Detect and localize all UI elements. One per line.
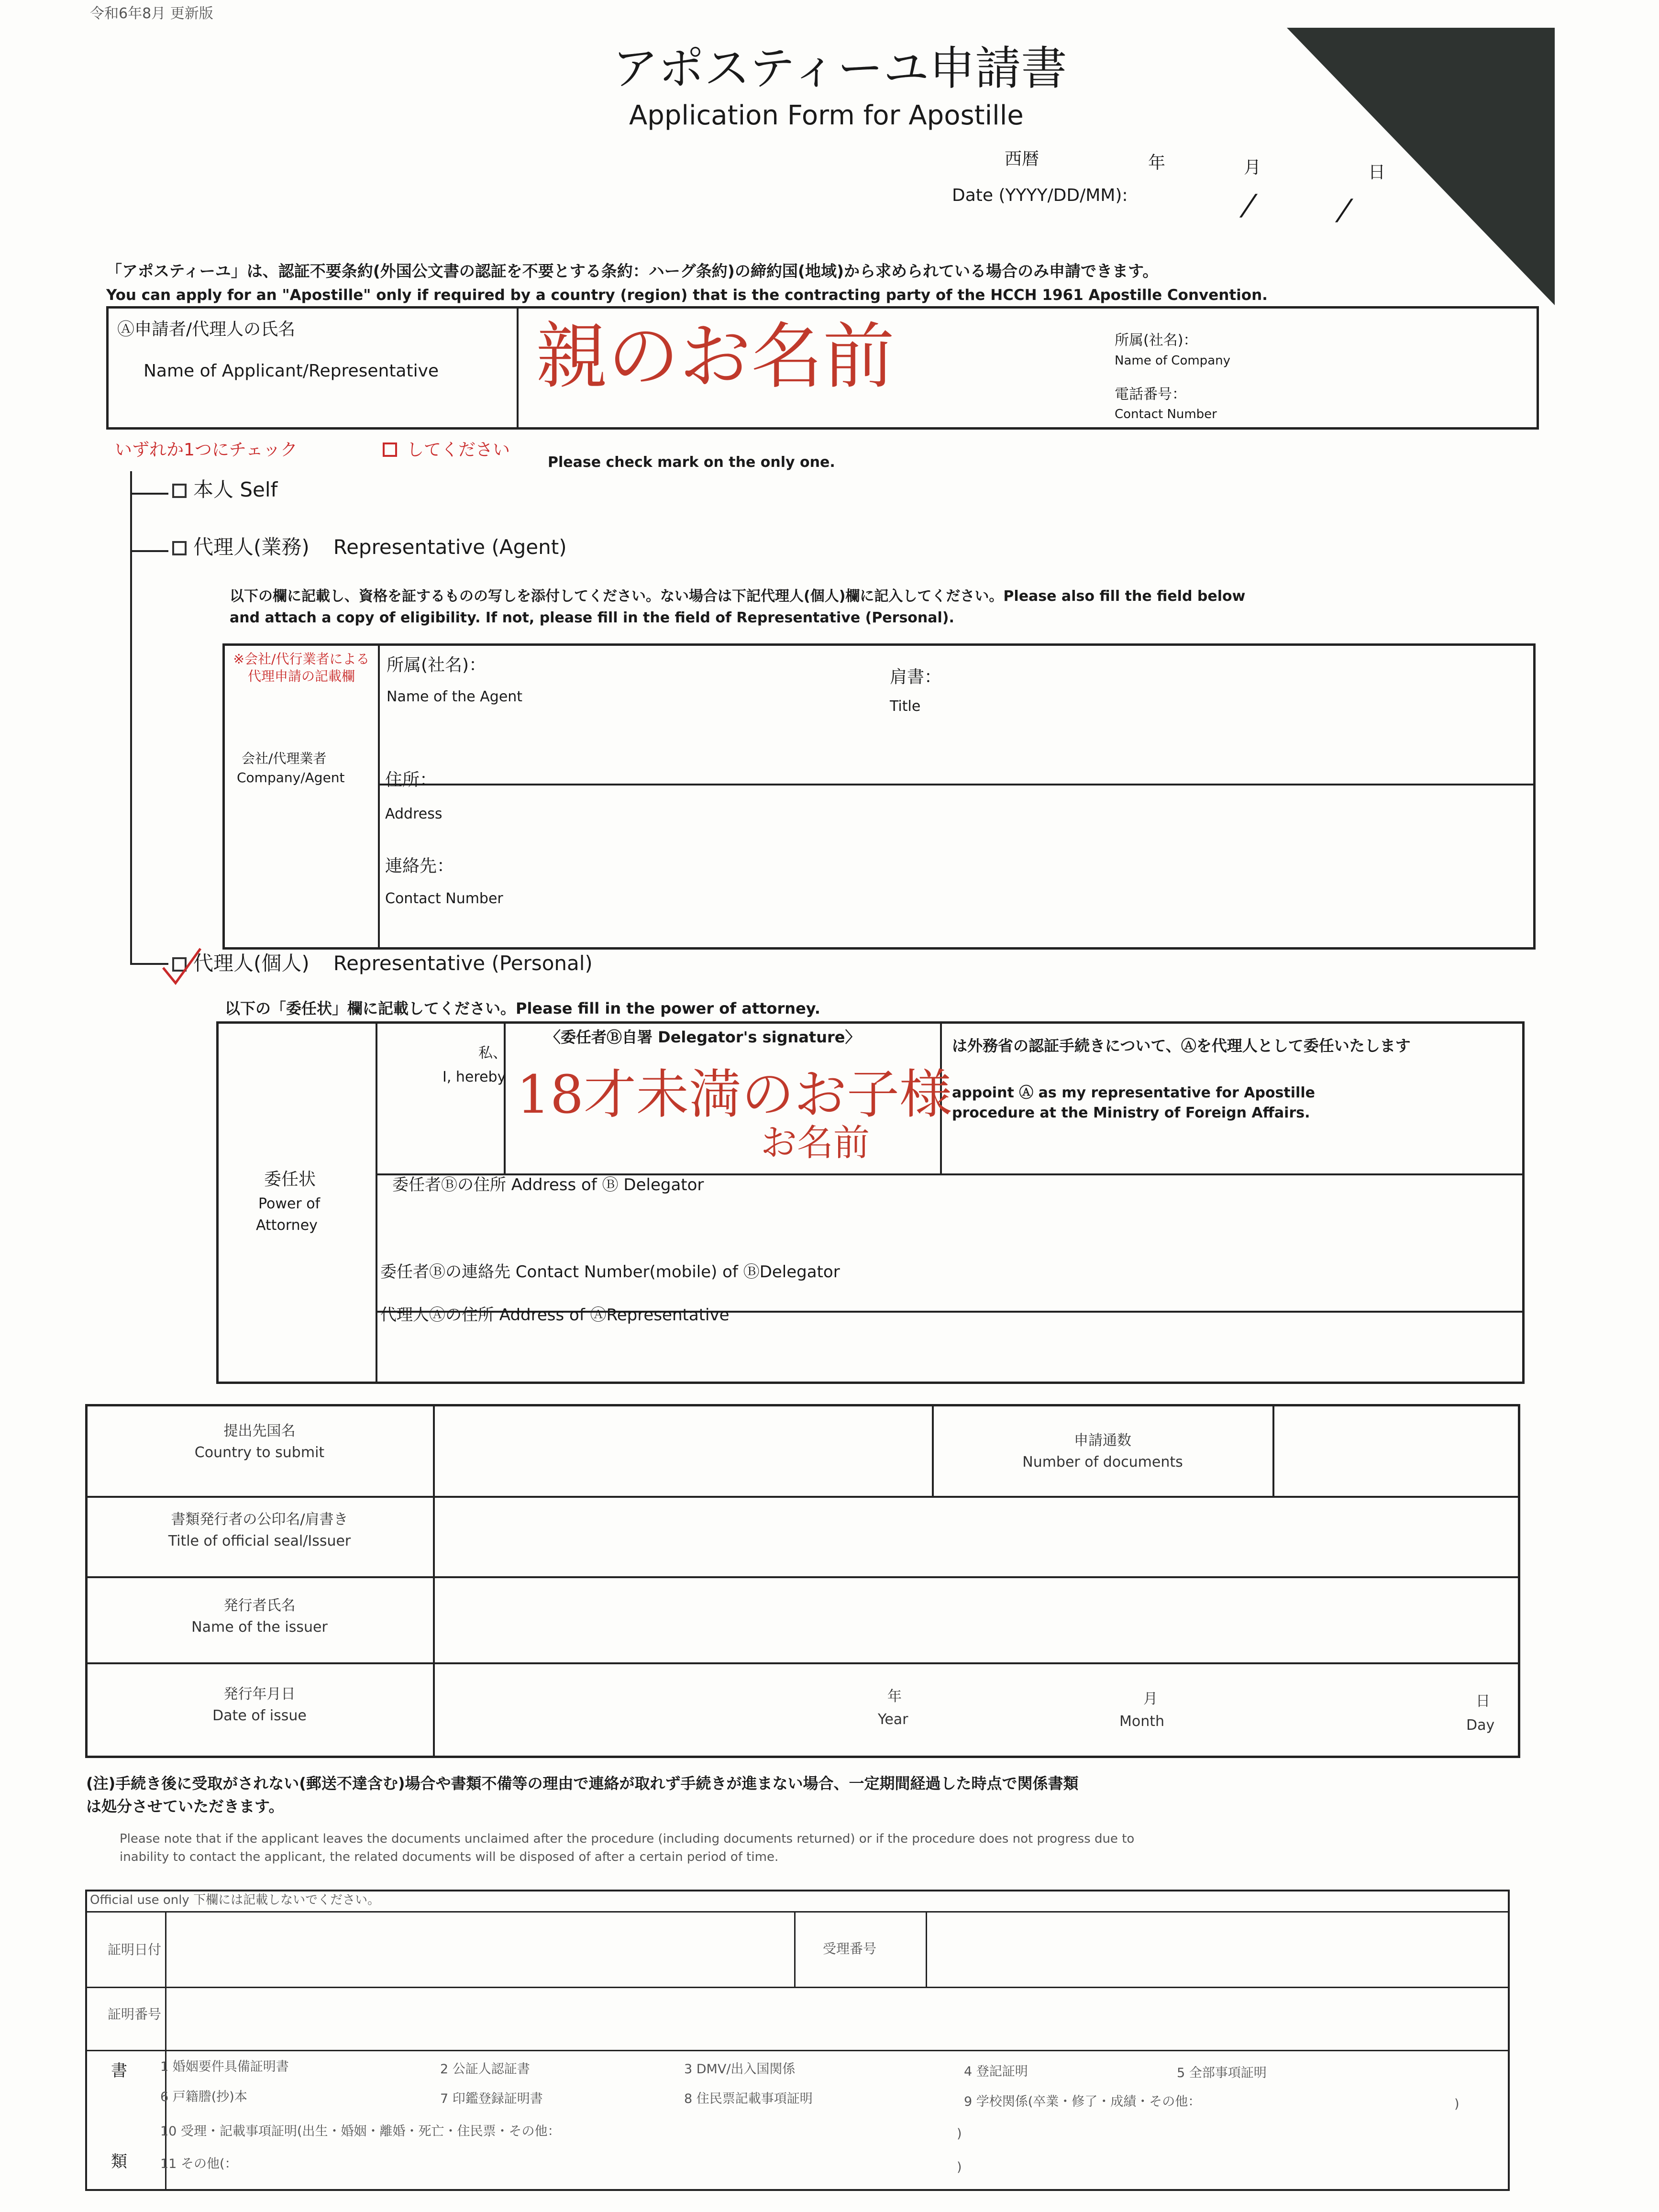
date-label-en: Date (YYYY/DD/MM): xyxy=(952,186,1128,205)
applicant-phone-jp: 電話番号： xyxy=(1115,386,1186,403)
doc-item-6: 6 戸籍謄(抄)本 xyxy=(160,2090,247,2104)
agent-note-jp: 以下の欄に記載し、資格を証するものの写しを添付してください。ない場合は下記代理人(個人)欄に記入してください。Please also fill the field below xyxy=(230,588,1246,605)
option-personal[interactable] xyxy=(172,952,593,975)
note-jp-1: (注)手続き後に受取がされない(郵送不達含む)場合や書類不備等の理由で連絡が取れず手続きが進まない場合、一定期間経過した時点で関係書類 xyxy=(86,1774,1079,1792)
agent-side-en: Company/Agent xyxy=(237,770,345,785)
agent-contact-en: Contact Number xyxy=(385,890,503,907)
issue-year-en: Year xyxy=(878,1711,908,1728)
official-side-top: 書 xyxy=(111,2061,127,2080)
doc-item-1: 1 婚姻要件具備証明書 xyxy=(160,2059,289,2074)
form-title-jp: アポスティーユ申請書 xyxy=(612,42,1067,95)
doc-item-9: 9 学校関係(卒業・修了・成績・その他： xyxy=(964,2094,1201,2109)
agent-address-en: Address xyxy=(385,806,442,822)
agent-title-jp: 肩書： xyxy=(890,667,942,687)
official-cert-no: 証明番号 xyxy=(108,2006,162,2022)
official-use-header: Official use only 下欄には記載しないでください。 xyxy=(90,1893,380,1907)
doc-item-5: 5 全部事項証明 xyxy=(1177,2066,1267,2080)
date-month-jp: 月 xyxy=(1244,158,1261,177)
self-checkbox[interactable] xyxy=(172,484,187,498)
issue-year-jp: 年 xyxy=(887,1688,902,1705)
poa-sig-handwritten-2[interactable]: お名前 xyxy=(761,1121,870,1164)
applicant-company-en: Name of Company xyxy=(1115,354,1230,368)
note-en-2: inability to contact the applicant, the related documents will be disposed of after a certain period of time. xyxy=(120,1850,779,1864)
doc-item-8: 8 住民票記載事項証明 xyxy=(684,2091,813,2106)
seal-label-jp: 書類発行者の公印名/肩書き xyxy=(171,1511,348,1528)
agent-label-jp: 代理人(業務) xyxy=(193,535,310,559)
red-check-mark xyxy=(160,945,203,988)
check-instruction-red: いずれか1つにチェック xyxy=(115,440,298,460)
option-self[interactable] xyxy=(172,478,277,501)
poa-representative-address: 代理人Ⓐの住所 Address of ⒶRepresentative xyxy=(380,1305,730,1325)
country-label-jp: 提出先国名 xyxy=(223,1423,296,1439)
date-year-jp: 年 xyxy=(1148,153,1166,173)
agent-note-en: and attach a copy of eligibility. If not, please fill in the field of Representative (Personal). xyxy=(230,609,954,626)
intro-jp: 「アポスティーユ」は、認証不要条約(外国公文書の認証を不要とする条約：ハーグ条約)の締約国(地域)から求められている場合のみ申請できます。 xyxy=(106,262,1159,280)
applicant-company-jp: 所属(社名)： xyxy=(1115,332,1198,349)
note-jp-2: は処分させていただきます。 xyxy=(86,1797,284,1815)
poa-sig-label: 〈委任者Ⓑ自署 Delegator's signature〉 xyxy=(545,1028,861,1046)
doc-item-10-close: ) xyxy=(957,2126,962,2141)
note-en-1: Please note that if the applicant leaves the documents unclaimed after the procedure (including documents returned) or if the procedure does not progress due to xyxy=(120,1832,1135,1846)
date-day-jp: 日 xyxy=(1368,163,1386,182)
poa-sig-handwritten[interactable]: 18才未満のお子様 xyxy=(517,1064,952,1125)
personal-note: 以下の「委任状」欄に記載してください。Please fill in the power of attorney. xyxy=(225,999,820,1018)
poa-appoint-en1: appoint Ⓐ as my representative for Apostille xyxy=(952,1084,1315,1101)
applicant-handwritten-name[interactable]: 親のお名前 xyxy=(536,315,895,398)
official-use-table xyxy=(85,1890,1510,2191)
poa-i-en: I, hereby xyxy=(442,1069,506,1085)
poa-delegator-contact: 委任者Ⓑの連絡先 Contact Number(mobile) of ⒷDelegator xyxy=(380,1262,840,1282)
doc-item-7: 7 印鑑登録証明書 xyxy=(440,2091,543,2106)
issue-day-en: Day xyxy=(1466,1717,1495,1734)
agent-name-jp: 所属(社名)： xyxy=(387,655,487,675)
issue-day-jp: 日 xyxy=(1476,1693,1490,1710)
issue-date-label-jp: 発行年月日 xyxy=(223,1686,296,1703)
check-instruction-red2: してください xyxy=(407,440,510,460)
doc-item-11-close: ) xyxy=(957,2160,962,2175)
date-label-jp: 西暦 xyxy=(1005,149,1040,169)
agent-side-red: ※会社/代行業者による代理申請の記載欄 xyxy=(233,651,370,685)
form-title-en: Application Form for Apostille xyxy=(629,100,1024,131)
issuer-label-jp: 発行者氏名 xyxy=(223,1597,296,1614)
doc-item-2: 2 公証人認証書 xyxy=(440,2062,530,2077)
applicant-label-jp: Ⓐ申請者/代理人の氏名 xyxy=(117,320,296,339)
seal-label-en: Title of official seal/Issuer xyxy=(168,1533,351,1549)
issue-month-en: Month xyxy=(1119,1713,1165,1730)
num-docs-label-en: Number of documents xyxy=(1022,1454,1183,1471)
official-side-bottom: 類 xyxy=(111,2152,127,2171)
official-receipt-no: 受理番号 xyxy=(823,1941,877,1957)
revision-note: 令和6年8月 更新版 xyxy=(90,5,213,22)
agent-label-en: Representative (Agent) xyxy=(333,535,567,559)
applicant-label-en: Name of Applicant/Representative xyxy=(144,361,439,381)
poa-delegator-address: 委任者Ⓑの住所 Address of Ⓑ Delegator xyxy=(392,1175,704,1194)
poa-side-en1: Power of xyxy=(258,1195,321,1212)
poa-appoint-en2: procedure at the Ministry of Foreign Affairs. xyxy=(952,1105,1310,1121)
agent-title-en: Title xyxy=(890,698,921,715)
country-label-en: Country to submit xyxy=(194,1444,325,1461)
corner-triangle xyxy=(1287,28,1555,305)
applicant-phone-en: Contact Number xyxy=(1115,407,1217,421)
agent-checkbox[interactable] xyxy=(172,541,187,555)
date-slash-1: / xyxy=(1238,188,1260,222)
doc-item-4: 4 登記証明 xyxy=(964,2064,1028,2079)
check-instruction-en: Please check mark on the only one. xyxy=(548,454,835,471)
agent-side-jp: 会社/代理業者 xyxy=(242,751,327,766)
poa-side-jp: 委任状 xyxy=(264,1170,316,1189)
poa-appoint-jp: は外務省の認証手続きについて、Ⓐを代理人として委任いたします xyxy=(952,1037,1411,1055)
poa-side-en2: Attorney xyxy=(256,1217,318,1234)
official-cert-date: 証明日付 xyxy=(108,1942,162,1958)
doc-item-11: 11 その他(： xyxy=(160,2157,238,2171)
personal-label-jp: 代理人(個人) xyxy=(193,951,310,975)
self-label: 本人 Self xyxy=(193,478,278,501)
doc-item-9-close: ) xyxy=(1454,2097,1460,2112)
doc-item-10: 10 受理・記載事項証明(出生・婚姻・離婚・死亡・住民票・その他： xyxy=(160,2124,561,2139)
poa-i-jp: 私、 xyxy=(478,1045,507,1062)
issue-month-jp: 月 xyxy=(1143,1691,1158,1707)
num-docs-label-jp: 申請通数 xyxy=(1074,1432,1131,1449)
option-agent[interactable] xyxy=(172,536,567,559)
agent-contact-jp: 連絡先： xyxy=(385,856,454,876)
issue-date-label-en: Date of issue xyxy=(212,1707,307,1724)
check-sample-icon xyxy=(383,442,397,457)
agent-address-jp: 住所： xyxy=(385,770,437,790)
intro-en: You can apply for an "Apostille" only if required by a country (region) that is the contracting party of the HCCH 1961 Apostille Convention. xyxy=(106,287,1268,304)
doc-item-3: 3 DMV/出入国関係 xyxy=(684,2062,796,2077)
date-slash-2: / xyxy=(1333,193,1356,227)
personal-label-en: Representative (Personal) xyxy=(333,951,593,975)
agent-name-en: Name of the Agent xyxy=(387,688,523,705)
issuer-label-en: Name of the issuer xyxy=(191,1619,328,1636)
